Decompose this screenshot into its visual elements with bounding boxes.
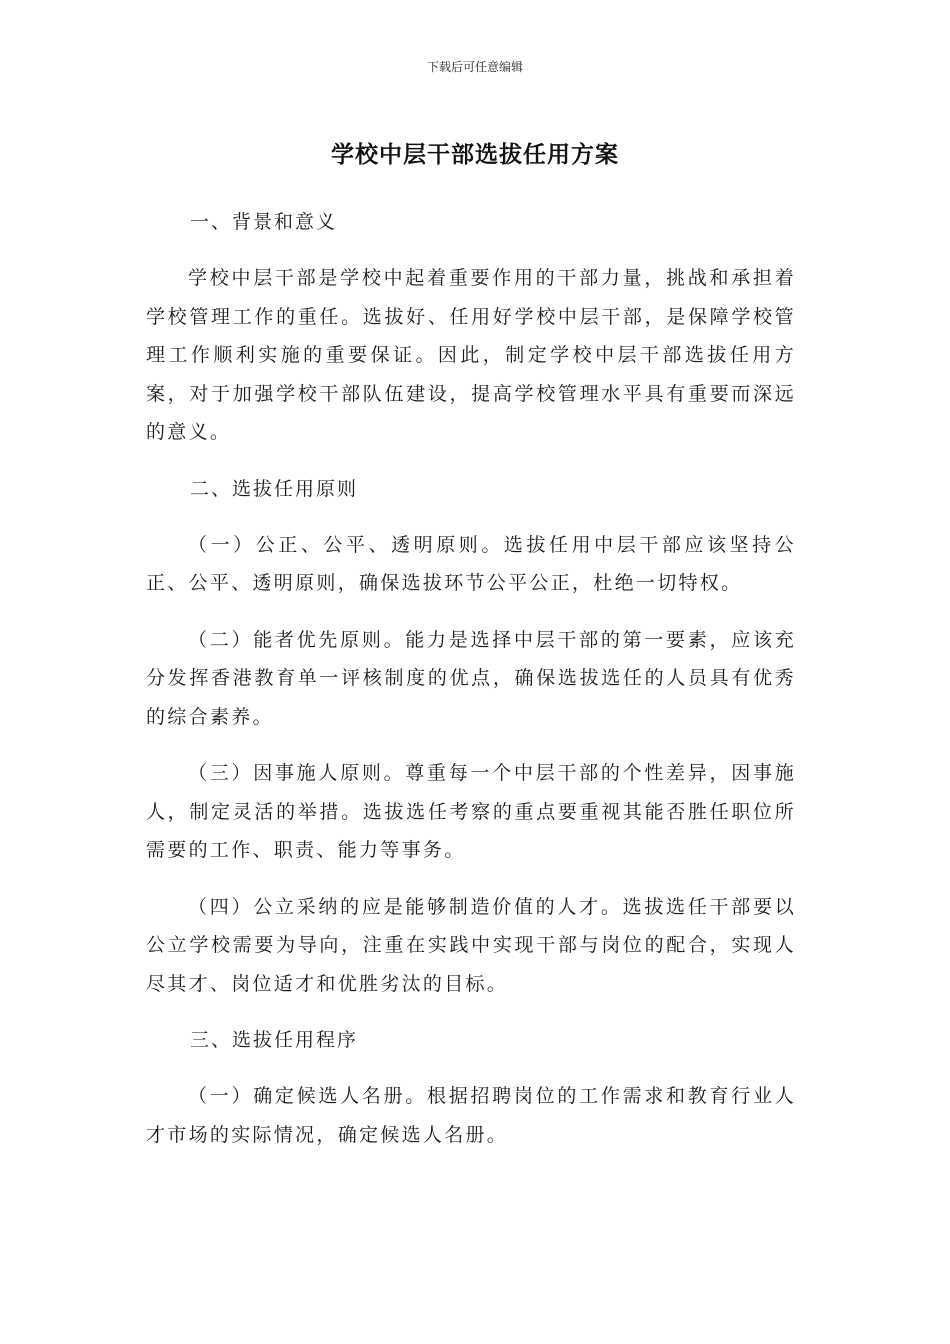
paragraph: （四）公立采纳的应是能够制造价值的人才。选拔选任干部要以公立学校需要为导向，注重在实践中实现干部与岗位的配合，实现人尽其才、岗位适才和优胜劣汰的目标。 xyxy=(146,895,796,995)
header-note: 下载后可任意编辑 xyxy=(426,60,523,74)
document-title: 学校中层干部选拔任用方案 xyxy=(331,142,619,168)
paragraph: （一）确定候选人名册。根据招聘岗位的工作需求和教育行业人才市场的实际情况，确定候选人名册。 xyxy=(146,1085,796,1146)
section-heading: 三、选拔任用程序 xyxy=(190,1029,359,1051)
paragraph: （二）能者优先原则。能力是选择中层干部的第一要素，应该充分发挥香港教育单一评核制度的优点，确保选拔选任的人员具有优秀的综合素养。 xyxy=(146,628,796,728)
section-heading: 二、选拔任用原则 xyxy=(190,477,359,500)
paragraph: （三）因事施人原则。尊重每一个中层干部的个性差异，因事施人，制定灵活的举措。选拔选任考察的重点要重视其能否胜任职位所需要的工作、职责、能力等事务。 xyxy=(146,762,796,861)
section-heading: 一、背景和意义 xyxy=(190,211,338,233)
paragraph: 学校中层干部是学校中起着重要作用的干部力量，挑战和承担着学校管理工作的重任。选拔好、任用好学校中层干部，是保障学校管理工作顺利实施的重要保证。因此，制定学校中层干部选拔任用方案，对于加强学校干部队伍建设，提高学校管理水平具有重要而深远的意义。 xyxy=(146,267,796,443)
document-body xyxy=(146,203,796,1172)
paragraph: （一）公正、公平、透明原则。选拔任用中层干部应该坚持公正、公平、透明原则，确保选拔环节公平公正，杜绝一切特权。 xyxy=(146,533,796,594)
